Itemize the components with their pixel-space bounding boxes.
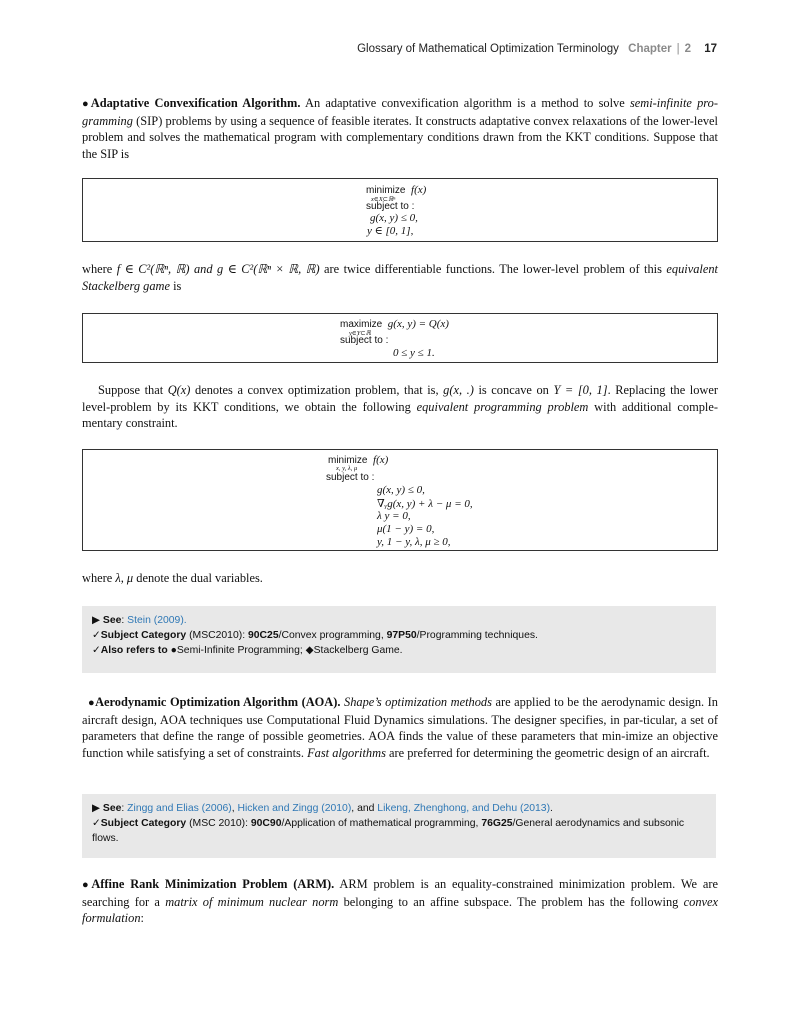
- entry-term: Aerodynamic Optimization Algorithm (AOA).: [95, 695, 341, 709]
- text-run: where: [82, 571, 116, 585]
- eq-objective: g(x, y) = Q(x): [387, 318, 449, 330]
- reference-link[interactable]: Hicken and Zingg (2010): [237, 803, 352, 814]
- eq-subject-to: subject to :: [366, 201, 415, 212]
- reference-link[interactable]: Likeng, Zhenghong, and Dehu (2013): [377, 803, 551, 814]
- text-run: is concave on: [473, 383, 554, 397]
- running-header: [357, 43, 717, 55]
- bullet-icon: ●: [88, 697, 96, 709]
- eq-constraint: λ y = 0,: [377, 510, 411, 522]
- bullet-icon: ●: [82, 879, 92, 891]
- text-run: /Programming techniques.: [416, 630, 538, 641]
- msc-code: 76G25: [481, 818, 513, 829]
- entry-affine-rank-minimization: [82, 876, 718, 927]
- eq-objective: f(x): [373, 454, 389, 466]
- text-run: are applied to be the aerodynamic design. In aircraft design, AOA techniques use Computational Fluid Dynamics simulations. The designer specifies, in par-ticular, a set of parameters that define the range of possible geometries. AOA finds the value of these parameters that min-imize an objective function while satisfying a set of constraints.: [82, 695, 718, 760]
- bullet-icon: ●: [82, 98, 91, 110]
- see-label: See: [102, 803, 122, 814]
- eq-constraint: y, 1 − y, λ, μ ≥ 0,: [377, 536, 451, 548]
- text-run: An adaptative convexification algorithm is a method to solve: [300, 96, 630, 110]
- page-number: 17: [704, 43, 717, 55]
- category-label: Subject Category: [100, 818, 187, 829]
- eq-subscript: x∈X⊂ℝⁿ: [371, 196, 396, 203]
- book-title: Glossary of Mathematical Optimization Terminology: [357, 43, 619, 55]
- msc-code: 90C90: [250, 818, 282, 829]
- entry-term: Affine Rank Minimization Problem (ARM).: [91, 877, 335, 891]
- category-label: Subject Category: [100, 630, 187, 641]
- eq-maximize: maximize: [340, 319, 383, 330]
- text-run: are preferred for determining the geometric design of an aircraft.: [385, 745, 710, 760]
- checkmark-icon: ✓: [92, 630, 101, 641]
- text-run: :: [121, 803, 128, 814]
- text-run: Suppose that: [98, 383, 168, 397]
- text-run: /Convex programming,: [278, 630, 387, 641]
- cross-reference[interactable]: ●Semi-Infinite Programming; ◆Stackelberg Game.: [167, 645, 403, 656]
- also-refers-label: Also refers to: [100, 645, 168, 656]
- chapter-label: Chapter: [628, 43, 672, 55]
- text-run: (MSC2010):: [186, 630, 248, 641]
- equation-box-stackelberg: [82, 313, 718, 363]
- equation-box-sip: [82, 178, 718, 242]
- eq-constraint: y ∈ [0, 1],: [367, 225, 414, 237]
- reference-link[interactable]: Zingg and Elias (2006): [127, 803, 232, 814]
- eq-subscript: y∈Y⊂ℝ: [349, 330, 371, 337]
- checkmark-icon: ✓: [92, 645, 101, 656]
- text-run: belonging to an affine subspace. The problem has the following: [338, 894, 684, 909]
- eq-constraint: 0 ≤ y ≤ 1.: [393, 347, 435, 359]
- text-run: , and: [351, 803, 378, 814]
- msc-code: 97P50: [386, 630, 417, 641]
- msc-code: 90C25: [247, 630, 279, 641]
- arrow-icon: ▶: [92, 803, 100, 814]
- emphasis: equivalent programming problem: [416, 399, 589, 414]
- eq-constraint: g(x, y) ≤ 0,: [370, 212, 418, 224]
- math-inline: Y = [0, 1]: [553, 383, 608, 397]
- text-run: denotes a convex optimization problem, that is,: [190, 383, 444, 397]
- arrow-icon: ▶: [92, 615, 100, 626]
- text-run: :: [121, 615, 128, 626]
- see-label: See: [102, 615, 122, 626]
- eq-constraint: ∇ᵧg(x, y) + λ − μ = 0,: [377, 498, 473, 510]
- text-run: where: [82, 262, 117, 276]
- entry-term: Adaptative Convexification Algorithm.: [90, 96, 301, 110]
- eq-subscript: x, y, λ, μ: [336, 465, 358, 472]
- paragraph: [82, 570, 718, 587]
- text-run: ,: [231, 803, 238, 814]
- checkmark-icon: ✓: [92, 818, 101, 829]
- entry-adaptative-convexification: [82, 95, 718, 162]
- header-separator: |: [676, 43, 680, 55]
- math-inline: f ∈ C²(ℝⁿ, ℝ) and g ∈ C²(ℝⁿ × ℝ, ℝ): [116, 262, 320, 276]
- math-inline: Q(x): [167, 383, 191, 397]
- text-run: ARM problem is an equality-constrained minimization problem. We are searching for a: [82, 877, 718, 909]
- emphasis: semi-infinite pro-gramming: [82, 96, 718, 128]
- emphasis: Shape’s optimization methods: [344, 695, 492, 709]
- emphasis: convex formulation: [82, 894, 719, 925]
- text-run: :: [140, 911, 144, 925]
- eq-objective: f(x): [411, 184, 427, 196]
- eq-subject-to: subject to :: [326, 472, 375, 483]
- emphasis: matrix of minimum nuclear norm: [165, 894, 339, 909]
- text-run: /Application of mathematical programming,: [281, 818, 482, 829]
- math-inline: λ, μ: [115, 571, 134, 585]
- eq-minimize: minimize: [366, 185, 406, 196]
- eq-constraint: g(x, y) ≤ 0,: [377, 484, 425, 496]
- eq-minimize: minimize: [328, 455, 368, 466]
- text-run: is: [169, 278, 182, 293]
- see-also-box: [82, 606, 716, 673]
- text-run: denote the dual variables.: [133, 571, 263, 585]
- eq-constraint: μ(1 − y) = 0,: [377, 523, 435, 535]
- chapter-number: 2: [684, 43, 691, 55]
- emphasis: Fast algorithms: [307, 745, 386, 760]
- reference-link[interactable]: Stein (2009).: [127, 615, 187, 626]
- text-run: with additional comple-mentary constraint.: [82, 399, 718, 430]
- paragraph: [82, 382, 718, 432]
- equation-box-kkt: [82, 449, 718, 551]
- entry-aerodynamic-optimization: [82, 694, 718, 761]
- eq-subject-to: subject to :: [340, 335, 389, 346]
- paragraph: [82, 261, 718, 294]
- text-run: /General aerodynamics and subsonic flows.: [92, 818, 685, 844]
- emphasis: equivalent Stackelberg game: [82, 262, 718, 293]
- text-run: (SIP) problems by using a sequence of feasible iterates. It constructs adaptative convex relaxations of the lower-level problem and solves the mathematical program with complementary conditions drawn from the KKT conditions. Suppose that the SIP is: [82, 113, 718, 161]
- text-run: (MSC 2010):: [186, 818, 251, 829]
- text-run: . Replacing the lower level-problem by its KKT conditions, we obtain the following: [82, 383, 718, 414]
- text-run: are twice differentiable functions. The lower-level problem of this: [319, 262, 667, 276]
- math-inline: g(x, .): [443, 383, 474, 397]
- see-also-box: [82, 794, 716, 858]
- text-run: .: [550, 803, 553, 814]
